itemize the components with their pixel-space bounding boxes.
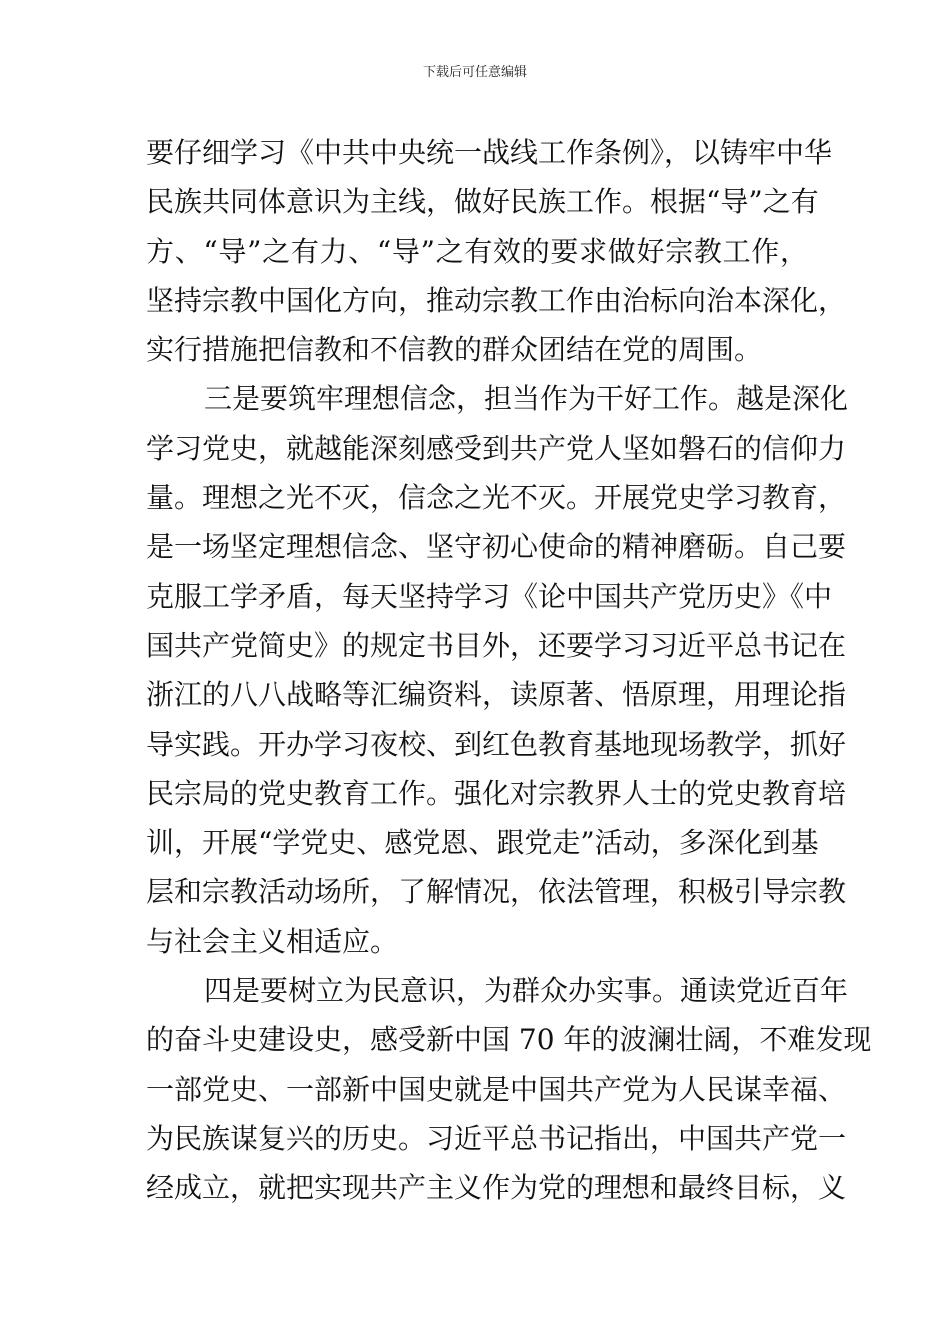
text-line: 学习党史，就越能深刻感受到共产党人坚如磐石的信仰力 <box>146 431 847 465</box>
text-line: 导实践。开办学习夜校、到红色教育基地现场教学，抓好 <box>146 727 847 761</box>
paragraph-end-line: 实行措施把信教和不信教的群众团结在党的周围。 <box>146 333 763 367</box>
text-line: 训，开展“学党史、感党恩、跟党走”活动，多深化到基 <box>146 826 819 860</box>
text-line: 要仔细学习《中共中央统一战线工作条例》，以铸牢中华 <box>146 136 833 169</box>
text-line: 一部党史、一部新中国史就是中国共产党为人民谋幸福、 <box>146 1072 847 1106</box>
document-body <box>146 128 872 1213</box>
page-header: 下载后可任意编辑 <box>422 65 527 80</box>
text-line: 的奋斗史建设史，感受新中国 70 年的波澜壮阔，不难发现 <box>146 1023 872 1057</box>
text-line: 克服工学矛盾，每天坚持学习《论中国共产党历史》《中 <box>146 579 833 613</box>
text-line: 量。理想之光不灭，信念之光不灭。开展党史学习教育， <box>146 481 847 515</box>
text-line: 国共产党简史》的规定书目外，还要学习习近平总书记在 <box>146 628 847 662</box>
paragraph-end-line: 与社会主义相适应。 <box>146 924 399 958</box>
text-line: 民族共同体意识为主线，做好民族工作。根据“导”之有 <box>146 185 819 219</box>
text-line: 层和宗教活动场所，了解情况，依法管理，积极引导宗教 <box>146 875 847 909</box>
paragraph-first-line: 四是要树立为民意识，为群众办实事。通读党近百年 <box>204 974 849 1008</box>
text-line: 民宗局的党史教育工作。强化对宗教界人士的党史教育培 <box>146 776 847 810</box>
text-line: 浙江的八八战略等汇编资料，读原著、悟原理，用理论指 <box>146 678 847 712</box>
text-line: 坚持宗教中国化方向，推动宗教工作由治标向治本深化， <box>146 283 847 317</box>
text-line: 为民族谋复兴的历史。习近平总书记指出，中国共产党一 <box>146 1121 847 1155</box>
text-line: 经成立，就把实现共产主义作为党的理想和最终目标，义 <box>146 1171 847 1205</box>
paragraph-first-line: 三是要筑牢理想信念，担当作为干好工作。越是深化 <box>204 382 849 416</box>
text-line: 是一场坚定理想信念、坚守初心使命的精神磨砺。自己要 <box>146 530 847 564</box>
text-line: 方、“导”之有力、“导”之有效的要求做好宗教工作， <box>146 234 808 268</box>
